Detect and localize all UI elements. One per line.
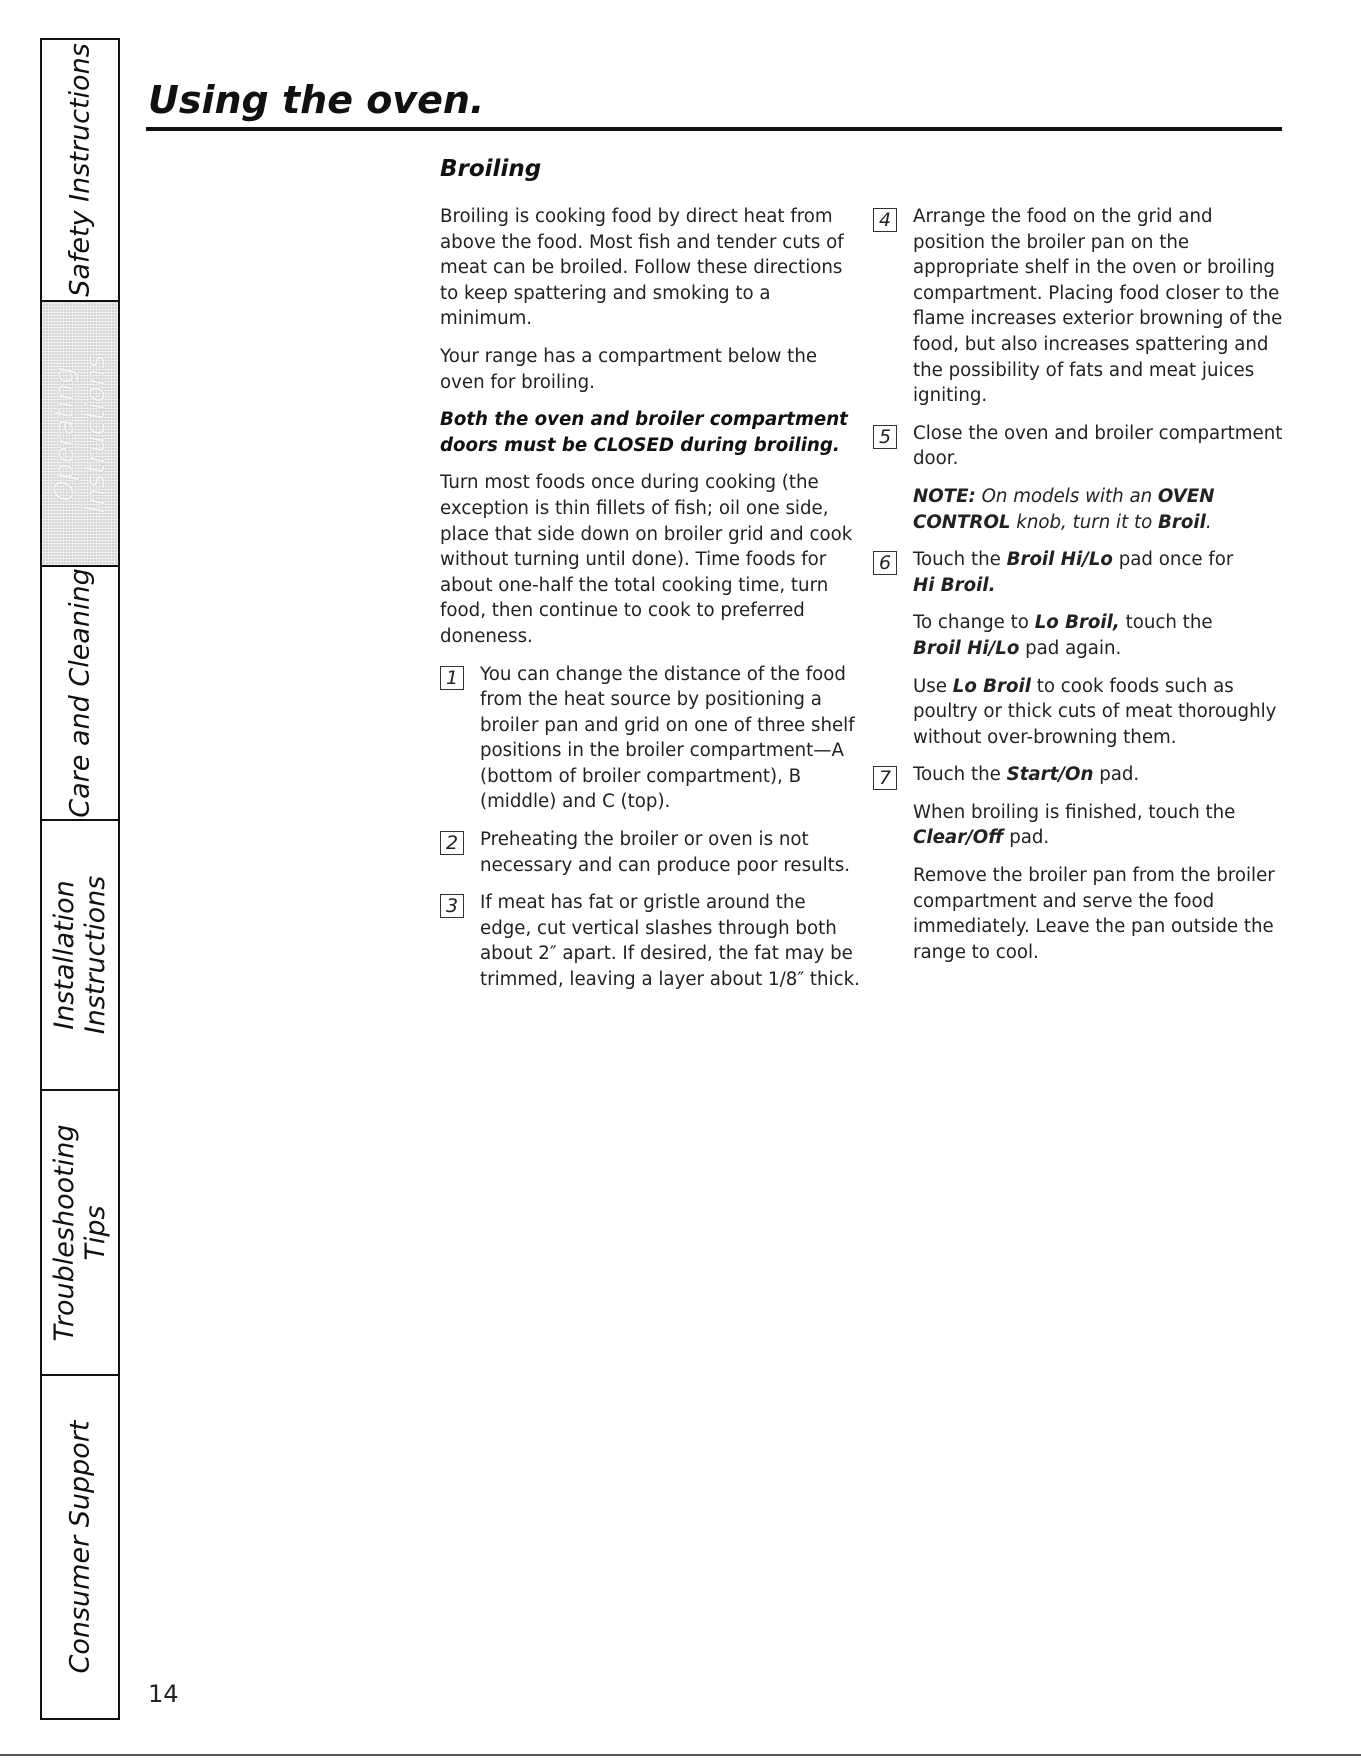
step-text: Preheating the broiler or oven is not necessary and can produce poor results. <box>480 829 851 876</box>
hi-broil-term: Hi Broil. <box>913 574 996 596</box>
lo-broil-instruction <box>873 610 1283 661</box>
lo-broil-term: Lo Broil, <box>1034 612 1120 634</box>
text: When broiling is finished, touch the <box>913 801 1236 823</box>
note-text: knob, turn it to <box>1010 511 1159 533</box>
turning-paragraph: Turn most foods once during cooking (the exception is thin fillets of fish; oil one side, place that side down on broiler grid and cook without turning until done). Time foods for about one-half the total cooking time, turn food, then continue to cook to preferred doneness. <box>440 472 853 647</box>
tab-troubleshooting-tips[interactable] <box>42 1091 118 1376</box>
step-text: If meat has fat or gristle around the edge, cut vertical slashes through both about 2″ apart. If desired, the fat may be trimmed, leaving a layer about 1/8″ thick. <box>480 892 860 991</box>
page-title: Using the oven. <box>148 78 485 122</box>
step-7 <box>873 762 1283 788</box>
right-column <box>873 204 1283 977</box>
tab-consumer-support[interactable] <box>42 1376 118 1718</box>
step-number-box: 5 <box>873 425 897 449</box>
step-text <box>913 547 1283 598</box>
text: Use <box>913 675 953 697</box>
note-label: NOTE: <box>913 485 976 507</box>
text: pad again. <box>1019 637 1122 659</box>
step-text: Close the oven and broiler compartment door. <box>913 422 1283 470</box>
section-heading: Broiling <box>440 156 542 182</box>
step-number-box: 7 <box>873 766 897 790</box>
side-tab-strip <box>40 38 120 1720</box>
tab-safety-instructions[interactable] <box>42 40 118 302</box>
step-text: Arrange the food on the grid and position the broiler pan on the appropriate shelf in the oven or broiling compartment. Placing food closer to the flame increases exterior browning of the food, but also increases spattering and the possibility of fats and meat juices igniting. <box>913 206 1283 407</box>
note-text: . <box>1205 511 1212 533</box>
intro-paragraph: Broiling is cooking food by direct heat from above the food. Most fish and tender cuts of meat can be broiled. Follow these directions to keep spattering and smoking to a minimum. <box>440 206 844 330</box>
tab-care-and-cleaning[interactable] <box>42 567 118 821</box>
clear-off-pad-term: Clear/Off <box>913 827 1004 849</box>
step-text <box>913 762 1283 788</box>
step-2 <box>440 827 860 878</box>
step-number-box: 3 <box>440 894 464 918</box>
lo-broil-term: Lo Broil <box>952 675 1031 697</box>
doors-closed-warning: Both the oven and broiler compartment doors must be CLOSED during broiling. <box>440 409 848 456</box>
text: Touch the <box>913 549 1007 571</box>
tab-label: Installation Instructions <box>49 875 111 1035</box>
tab-label: Consumer Support <box>64 1420 96 1674</box>
broil-hilo-pad-term: Broil Hi/Lo <box>913 637 1020 659</box>
text: Touch the <box>913 764 1007 786</box>
text: to cook foods such as poultry or thick cuts of meat thoroughly without over-browning them. <box>913 675 1277 748</box>
tab-operating-instructions[interactable] <box>42 302 118 567</box>
page-number: 14 <box>148 1680 179 1708</box>
text: pad once for <box>1112 549 1234 571</box>
tab-installation-instructions[interactable] <box>42 821 118 1091</box>
text: pad. <box>1093 764 1140 786</box>
step-number-box: 6 <box>873 551 897 575</box>
left-column <box>440 204 860 1005</box>
bottom-border <box>0 1754 1361 1756</box>
note-text: On models with an <box>975 485 1158 507</box>
oven-control-note <box>873 484 1283 535</box>
remove-pan-instruction: Remove the broiler pan from the broiler compartment and serve the food immediately. Leave the pan outside the range to cool. <box>913 865 1275 963</box>
step-6 <box>873 547 1283 598</box>
text: pad. <box>1003 827 1050 849</box>
step-3 <box>440 890 860 992</box>
oven-control-term: OVEN CONTROL <box>913 485 1215 533</box>
finish-instruction <box>873 800 1283 851</box>
step-1 <box>440 662 860 816</box>
text: To change to <box>913 612 1035 634</box>
step-number-box: 2 <box>440 831 464 855</box>
tab-label: Operating Instructions <box>49 354 111 513</box>
broil-term: Broil <box>1158 511 1206 533</box>
tab-label: Safety Instructions <box>64 43 96 297</box>
step-4 <box>873 204 1283 409</box>
tab-label: Care and Cleaning <box>64 568 96 818</box>
lo-broil-usage <box>873 674 1283 751</box>
start-on-pad-term: Start/On <box>1006 764 1094 786</box>
compartment-paragraph: Your range has a compartment below the oven for broiling. <box>440 345 818 393</box>
broil-hilo-pad-term: Broil Hi/Lo <box>1006 549 1113 571</box>
step-number-box: 4 <box>873 208 897 232</box>
text: touch the <box>1119 612 1213 634</box>
step-number-box: 1 <box>440 666 464 690</box>
step-text: You can change the distance of the food from the heat source by positioning a broiler pan and grid on one of three shelf positions in the broiler compartment—A (bottom of broiler compartment), B (middle) and C (top). <box>480 663 855 813</box>
step-5 <box>873 421 1283 472</box>
title-divider <box>146 127 1282 131</box>
tab-label: Troubleshooting Tips <box>49 1124 111 1341</box>
